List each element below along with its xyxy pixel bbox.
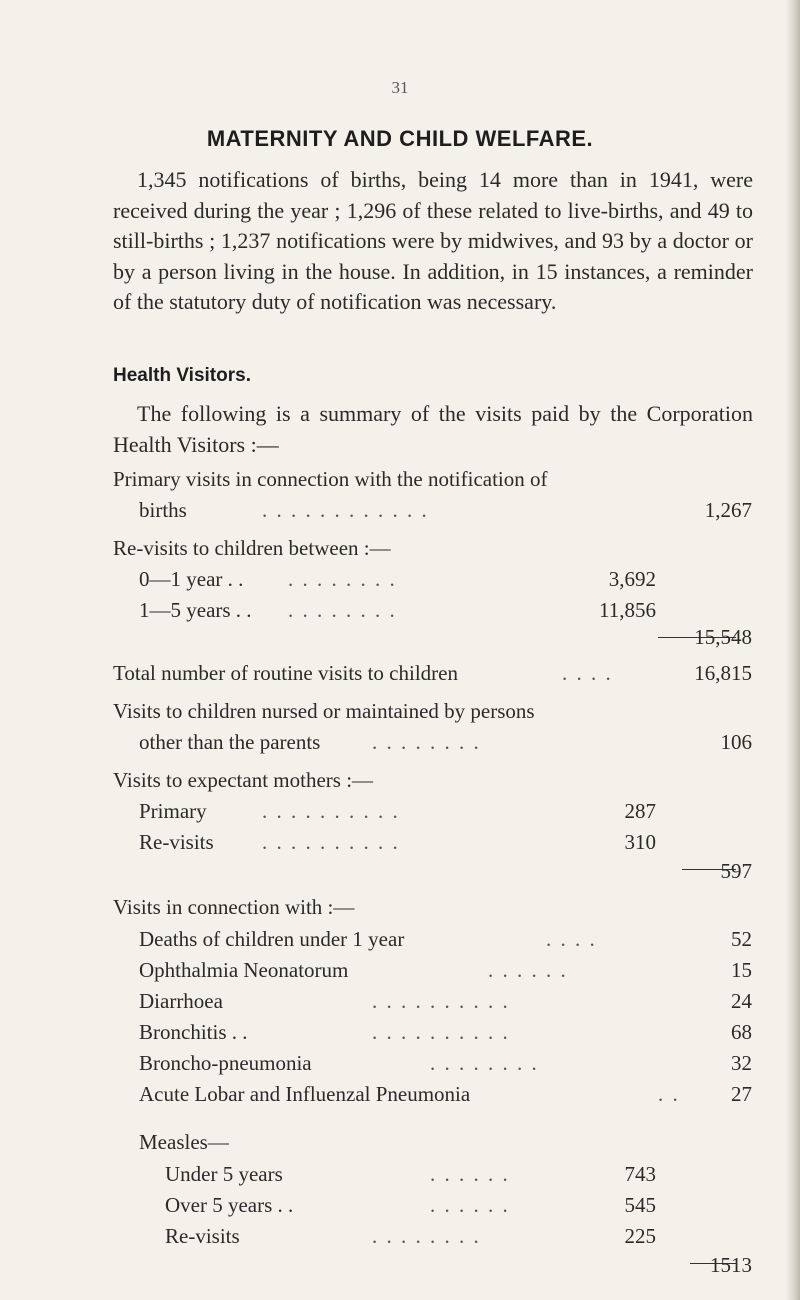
revisits-row-value: 11,856 bbox=[599, 598, 656, 622]
expectant-row-value: 287 bbox=[624, 799, 656, 823]
expectant-row-leaders: . . . . . . . . . . bbox=[262, 799, 400, 823]
nursed-visits-label-2: other than the parents bbox=[139, 730, 321, 754]
measles-row-value: 225 bbox=[624, 1224, 656, 1248]
nursed-visits-leaders: . . . . . . . . bbox=[372, 730, 481, 754]
connection-row-value: 24 bbox=[731, 989, 752, 1013]
page-edge-shadow bbox=[786, 0, 800, 1300]
connection-row-leaders: . . . . . . bbox=[488, 958, 568, 982]
revisits-label: Re-visits to children between :— bbox=[113, 536, 391, 560]
measles-row-leaders: . . . . . . bbox=[430, 1162, 510, 1186]
expectant-row-value: 310 bbox=[624, 830, 656, 854]
connection-row-label: Acute Lobar and Influenzal Pneumonia bbox=[139, 1082, 471, 1106]
connection-row-leaders: . . bbox=[658, 1082, 680, 1106]
connection-row-leaders: . . . . . . . . bbox=[430, 1051, 539, 1075]
connection-row-value: 68 bbox=[731, 1020, 752, 1044]
connection-row-value: 32 bbox=[731, 1051, 752, 1075]
expectant-total: 597 bbox=[720, 859, 752, 883]
measles-row-leaders: . . . . . . . . bbox=[372, 1224, 481, 1248]
connection-row-value: 52 bbox=[731, 927, 752, 951]
revisits-total: 15,548 bbox=[694, 625, 752, 649]
primary-visits-value: 1,267 bbox=[704, 498, 752, 522]
expectant-label: Visits to expectant mothers :— bbox=[113, 768, 374, 792]
revisits-row-label: 0—1 year . . bbox=[139, 567, 244, 591]
health-visitors-heading: Health Visitors. bbox=[113, 365, 251, 386]
connection-row-leaders: . . . . bbox=[546, 927, 597, 951]
connection-row-label: Broncho-pneumonia bbox=[139, 1051, 312, 1075]
connection-row-value: 15 bbox=[731, 958, 752, 982]
total-routine-leaders: . . . . bbox=[562, 661, 613, 685]
primary-visits-label-1: Primary visits in connection with the notification of bbox=[113, 467, 548, 491]
expectant-row-label: Primary bbox=[139, 799, 207, 823]
measles-row-label: Under 5 years bbox=[165, 1162, 283, 1186]
measles-label: Measles— bbox=[139, 1130, 229, 1154]
measles-row-leaders: . . . . . . bbox=[430, 1193, 510, 1217]
measles-row-value: 743 bbox=[624, 1162, 656, 1186]
connection-label: Visits in connection with :— bbox=[113, 895, 355, 919]
connection-row-label: Bronchitis . . bbox=[139, 1020, 248, 1044]
expectant-row-label: Re-visits bbox=[139, 830, 214, 854]
revisits-row-leaders: . . . . . . . . bbox=[288, 598, 397, 622]
connection-row-leaders: . . . . . . . . . . bbox=[372, 1020, 510, 1044]
nursed-visits-value: 106 bbox=[720, 730, 752, 754]
measles-row-value: 545 bbox=[624, 1193, 656, 1217]
connection-row-label: Deaths of children under 1 year bbox=[139, 927, 405, 951]
measles-row-label: Over 5 years . . bbox=[165, 1193, 294, 1217]
connection-row-leaders: . . . . . . . . . . bbox=[372, 989, 510, 1013]
nursed-visits-label-1: Visits to children nursed or maintained by persons bbox=[113, 699, 535, 723]
section-title: MATERNITY AND CHILD WELFARE. bbox=[206, 126, 594, 151]
primary-visits-leaders: . . . . . . . . . . . . bbox=[262, 498, 429, 522]
health-visitors-intro: The following is a summary of the visits paid by the Corporation Health Visitors :— bbox=[113, 401, 753, 457]
primary-visits-label-2: births bbox=[139, 498, 187, 522]
revisits-row-leaders: . . . . . . . . bbox=[288, 567, 397, 591]
connection-row-label: Ophthalmia Neonatorum bbox=[139, 958, 349, 982]
total-routine-value: 16,815 bbox=[694, 661, 752, 685]
page-number: 31 bbox=[391, 78, 409, 97]
connection-row-label: Diarrhoea bbox=[139, 989, 223, 1013]
revisits-row-label: 1—5 years . . bbox=[139, 598, 252, 622]
revisits-row-value: 3,692 bbox=[608, 567, 656, 591]
connection-row-value: 27 bbox=[731, 1082, 752, 1106]
total-routine-label: Total number of routine visits to children bbox=[113, 661, 458, 685]
measles-total: 1513 bbox=[710, 1253, 752, 1277]
expectant-row-leaders: . . . . . . . . . . bbox=[262, 830, 400, 854]
measles-row-label: Re-visits bbox=[165, 1224, 240, 1248]
intro-paragraph: 1,345 notifications of births, being 14 more than in 1941, were received during the year ; 1,296 of these related to live-births, and 49 to still-births ; 1,237 notifications were by midwives, and 93 by a doctor or by a person living in the house. In addition, in 15 instances, a reminder of the statutory duty of notification was necessary. bbox=[113, 167, 753, 314]
